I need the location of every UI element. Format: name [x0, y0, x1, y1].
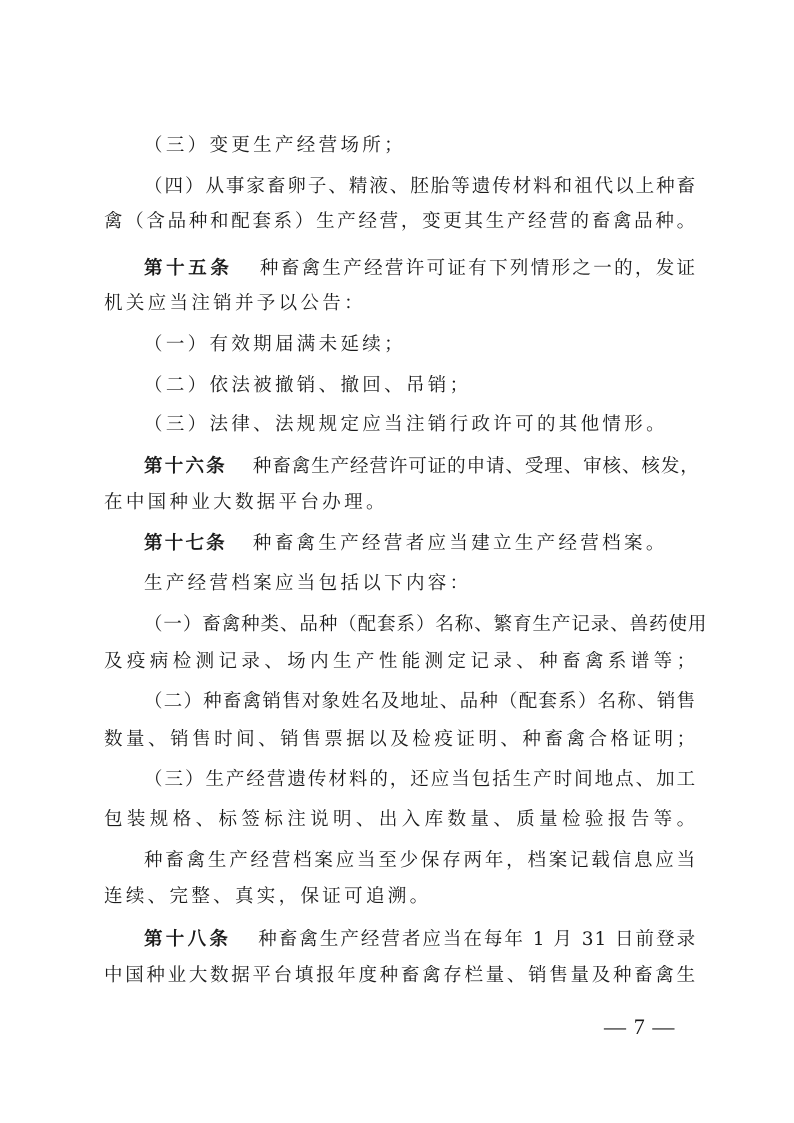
article-15-cont: 机关应当注销并予以公告： — [104, 293, 366, 314]
article-18-heading: 第十八条 种畜禽生产经营者应当在每年 1 月 31 日前登录 — [144, 929, 696, 950]
article-15-item-1: （一）有效期届满未延续； — [144, 334, 406, 355]
article-17-item-3-cont: 包装规格、标签标注说明、出入库数量、质量检验报告等。 — [104, 809, 696, 830]
article-18-cont: 中国种业大数据平台填报年度种畜禽存栏量、销售量及种畜禽生 — [104, 965, 696, 986]
article-17-label: 第十七条 — [144, 533, 227, 554]
article-16-label: 第十六条 — [144, 456, 227, 477]
clause-3-change-location: （三）变更生产经营场所； — [144, 135, 406, 156]
article-17-item-1-cont: 及疫病检测记录、场内生产性能测定记录、种畜禽系谱等； — [104, 651, 696, 672]
article-17-item-2-cont: 数量、销售时间、销售票据以及检疫证明、种畜禽合格证明； — [104, 729, 696, 750]
article-15-item-2: （二）依法被撤销、撤回、吊销； — [144, 375, 472, 396]
article-17-retention: 种畜禽生产经营档案应当至少保存两年，档案记载信息应当 — [144, 850, 696, 871]
clause-4-genetic-material-cont: 禽（含品种和配套系）生产经营，变更其生产经营的畜禽品种。 — [104, 211, 696, 232]
article-17-item-2: （二）种畜禽销售对象姓名及地址、品种（配套系）名称、销售 — [144, 691, 696, 712]
article-17-item-1: （一）畜禽种类、品种（配套系）名称、繁育生产记录、兽药使用 — [144, 614, 708, 635]
article-15-item-3: （三）法律、法规规定应当注销行政许可的其他情形。 — [144, 414, 668, 435]
article-17-contents-intro: 生产经营档案应当包括以下内容： — [144, 573, 472, 594]
clause-4-genetic-material: （四）从事家畜卵子、精液、胚胎等遗传材料和祖代以上种畜 — [144, 176, 696, 197]
page-number: — 7 — — [604, 1014, 676, 1039]
article-17-retention-cont: 连续、完整、真实，保证可追溯。 — [104, 886, 432, 907]
article-17-item-3: （三）生产经营遗传材料的，还应当包括生产时间地点、加工 — [144, 769, 696, 790]
article-17-heading: 第十七条 种畜禽生产经营者应当建立生产经营档案。 — [144, 533, 668, 554]
article-15-heading: 第十五条 种畜禽生产经营许可证有下列情形之一的，发证 — [144, 258, 696, 279]
article-15-label: 第十五条 — [144, 258, 233, 279]
article-16-cont: 在中国种业大数据平台办理。 — [104, 492, 388, 513]
article-18-label: 第十八条 — [144, 929, 232, 950]
article-16-heading: 第十六条 种畜禽生产经营许可证的申请、受理、审核、核发， — [144, 456, 700, 477]
